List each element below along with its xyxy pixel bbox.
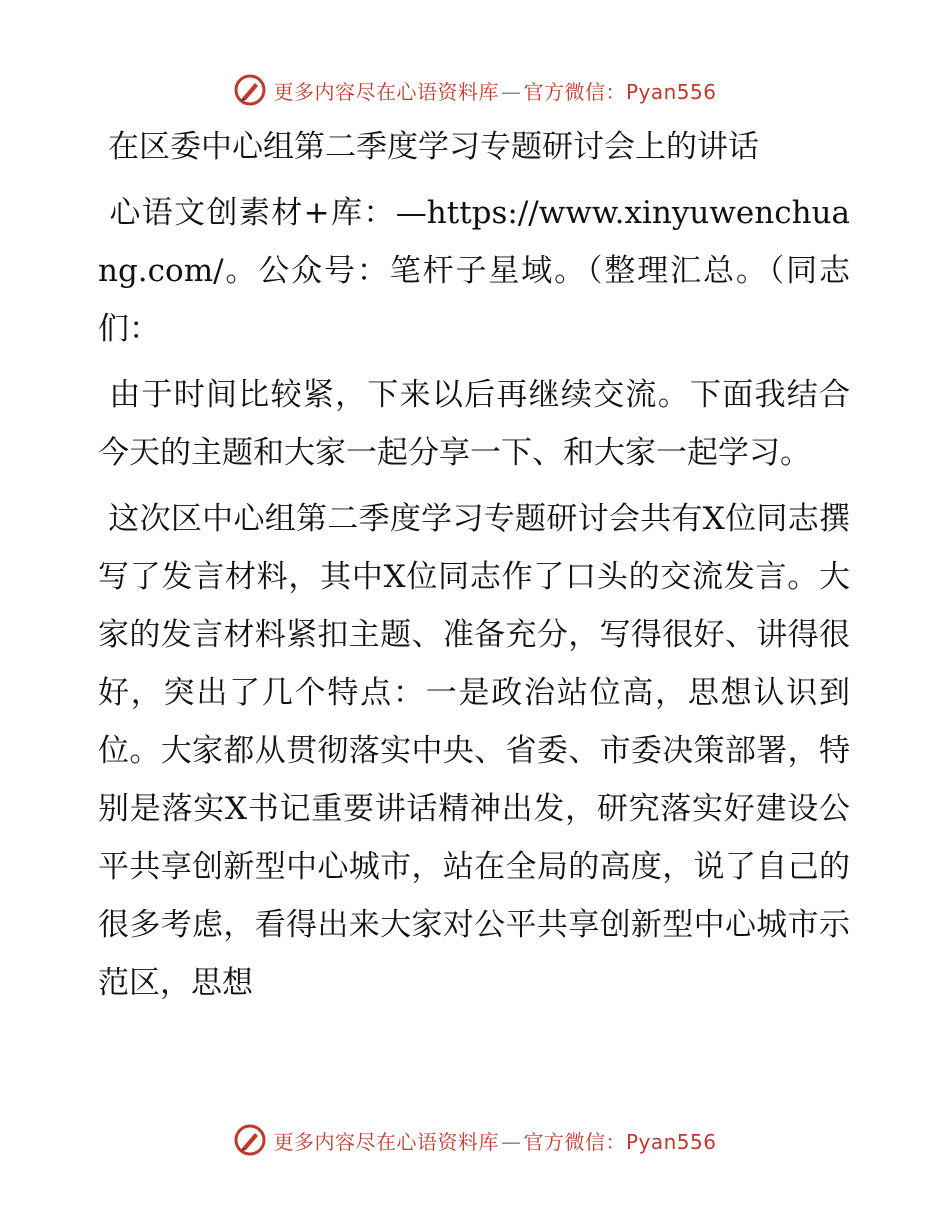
pen-logo-icon — [233, 73, 267, 107]
paragraph-2: 由于时间比较紧，下来以后再继续交流。下面我结合今天的主题和大家一起分享一下、和大家一起学习。 — [98, 377, 850, 471]
banner-wechat: 官方微信：Pyan556 — [523, 79, 717, 104]
banner-text: 更多内容尽在心语资料库 — [273, 79, 499, 104]
banner-text: 更多内容尽在心语资料库 — [273, 1129, 499, 1154]
banner-dash: — — [500, 79, 522, 104]
pen-logo-icon — [233, 1123, 267, 1157]
paragraph-3: 这次区中心组第二季度学习专题研讨会共有X位同志撰写了发言材料，其中X位同志作了口头的交流发言。大家的发言材料紧扣主题、准备充分，写得很好、讲得很好，突出了几个特点：一是政治站位高，思想认识到位。大家都从贯彻落实中央、省委、市委决策部署，特别是落实X书记重要讲话精神出发，研究落实好建设公平共享创新型中心城市，站在全局的高度，说了自己的很多考虑，看得出来大家对公平共享创新型中心城市示范区，思想 — [98, 501, 850, 1001]
header-banner — [0, 70, 950, 110]
paragraph-1: 心语文创素材+库：—https://www.xinyuwenchuang.com/。公众号：笔杆子星域。（整理汇总。（同志们： — [98, 195, 850, 347]
document-title: 在区委中心组第二季度学习专题研讨会上的讲话 — [108, 129, 759, 165]
footer-banner — [0, 1120, 950, 1160]
banner-wechat: 官方微信：Pyan556 — [523, 1129, 717, 1154]
document-body — [98, 118, 850, 1012]
banner-dash: — — [500, 1129, 522, 1154]
